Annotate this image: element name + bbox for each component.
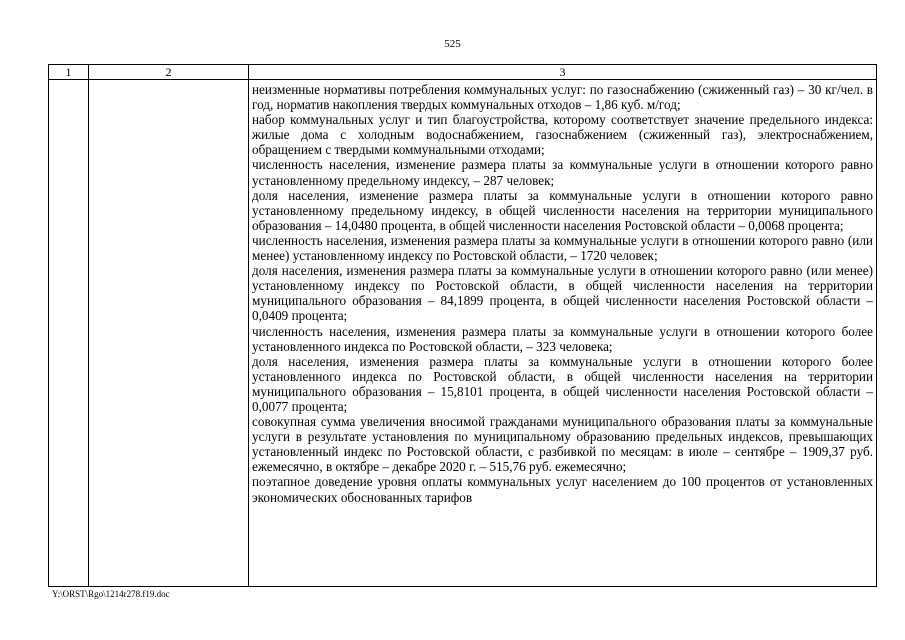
paragraph: доля населения, изменения размера платы за коммунальные услуги в отношении которого равно (или менее) установленному индексу по Ростовской области, в общей численности населения на территории муниципального образования – 84,1899 процента, в общей численности населения Ростовской области – 0,0409 процента;	[252, 263, 873, 324]
footer-file-path: Y:\ORST\Rgo\1214r278.f19.doc	[52, 589, 170, 599]
paragraph: неизменные нормативы потребления коммунальных услуг: по газоснабжению (сжиженный газ) – 30 кг/чел. в год, норматив накопления твердых коммунальных отходов – 1,86 куб. м/год;	[252, 82, 873, 113]
content-cell	[249, 80, 877, 587]
column-header-1: 1	[49, 65, 89, 80]
paragraph: численность населения, изменения размера платы за коммунальные услуги в отношении которого равно (или менее) установленному индексу по Ростовской области, – 1720 человек;	[252, 232, 873, 264]
paragraph: совокупная сумма увеличения вносимой гражданами муниципального образования платы за коммунальные услуги в результате установления по муниципальному образованию предельных индексов, превышающих установленный индекс по Ростовской области, с разбивкой по месяцам: в июле – сентябре – 1909,37 руб. ежемесячно, в октябре – декабре 2020 г. – 515,76 руб. ежемесячно;	[252, 414, 873, 475]
paragraph: поэтапное доведение уровня оплаты коммунальных услуг населением до 100 процентов от установленных экономических обоснованных тарифов	[252, 474, 873, 505]
table-header	[49, 65, 877, 80]
column-header-2: 2	[89, 65, 249, 80]
paragraph: доля населения, изменение размера платы за коммунальные услуги в отношении которого равно установленному предельному индексу, в общей численности населения на территории муниципального образования – 14,0480 процента, в общей численности населения Ростовской области – 0,0068 процента;	[252, 187, 873, 233]
empty-cell-col1	[49, 80, 89, 587]
table-row	[49, 80, 877, 587]
empty-cell-col2	[89, 80, 249, 587]
paragraph: доля населения, изменения размера платы за коммунальные услуги в отношении которого более установленного индекса по Ростовской области, в общей численности населения на территории муниципального образования – 15,8101 процента, в общей численности населения Ростовской области – 0,0077 процента;	[252, 353, 873, 414]
header-row	[49, 65, 877, 80]
paragraph: численность населения, изменения размера платы за коммунальные услуги в отношении которого более установленного индекса по Ростовской области, – 323 человека;	[252, 323, 873, 354]
paragraph: численность населения, изменение размера платы за коммунальные услуги в отношении которого равно установленному предельному индексу, – 287 человек;	[252, 157, 873, 188]
column-header-3: 3	[249, 65, 877, 80]
document-table	[48, 64, 877, 587]
page-number: 525	[444, 38, 461, 50]
paragraph: набор коммунальных услуг и тип благоустройства, которому соответствует значение предельного индекса: жилые дома с холодным водоснабжением, газоснабжением (сжиженный газ), электроснабжением, обращением с твердыми коммунальными отходами;	[252, 112, 873, 158]
